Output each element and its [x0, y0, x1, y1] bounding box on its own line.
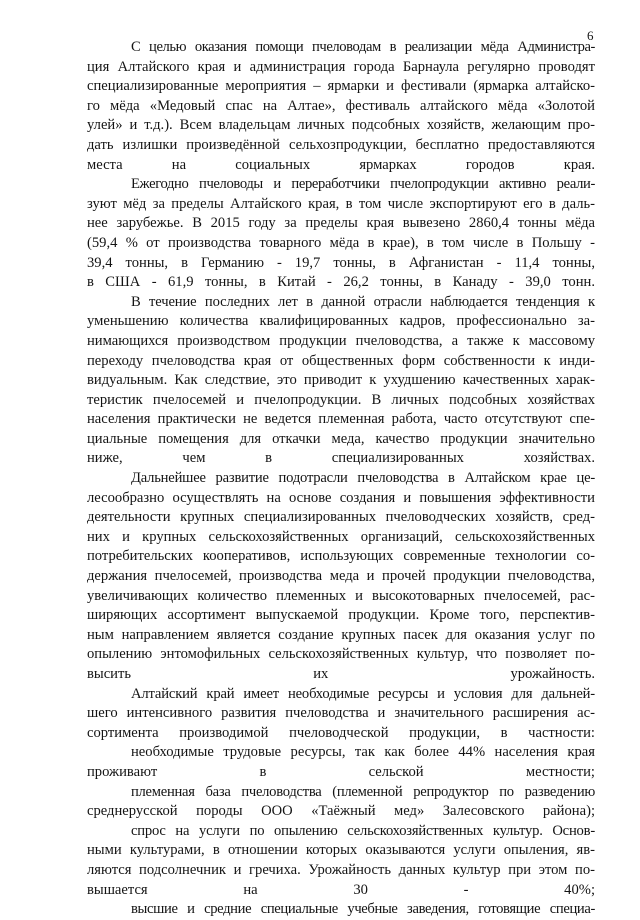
text-line: них и крупных сельскохозяйственных организаций, сельскохозяйственных — [87, 528, 595, 545]
text-line: видуальным. Как следствие, это приводит к ухудшению качественных харак- — [87, 372, 595, 389]
paragraph — [87, 685, 595, 744]
paragraph — [87, 900, 595, 920]
text-line: сортимента производимой пчеловодческой продукции, в частности: — [87, 724, 595, 741]
text-line: 39,4 тонны, в Германию - 19,7 тонны, в Афганистан - 11,4 тонны, — [87, 254, 595, 271]
text-line: Алтайский край имеет необходимые ресурсы и условия для дальней- — [131, 685, 595, 702]
text-line: теристик пчелосемей и пчелопродукции. В личных подсобных хозяйствах — [87, 391, 595, 408]
text-line: населения практически не ведется племенная работа, часто отсутствуют спе- — [87, 411, 595, 428]
text-line: лесообразно осуществлять на основе создания и повышения эффективности — [87, 489, 595, 506]
text-line: опылению энтомофильных сельскохозяйственных культур, что позволяет по- — [87, 646, 595, 663]
paragraph — [87, 293, 595, 469]
text-line: высшие и средние специальные учебные заведения, готовящие специа- — [131, 901, 595, 918]
paragraph — [87, 783, 595, 822]
text-line: Дальнейшее развитие подотрасли пчеловодства в Алтайском крае це- — [131, 470, 595, 487]
text-line: (59,4 % от производства товарного мёда в крае), в том числе в Польшу - — [87, 234, 595, 251]
paragraph — [87, 822, 595, 900]
text-line: улей» и т.д.). Всем владельцам личных подсобных хозяйств, желающим про- — [87, 117, 595, 134]
text-line: держания пчелосемей, производства меда и прочей продукции пчеловодства, — [87, 568, 595, 585]
text-line: ными культурами, в отношении которых оказываются услуги опыления, яв- — [87, 842, 595, 859]
text-line: потребительских кооперативов, использующих современные технологии со- — [87, 548, 595, 565]
text-line: дать излишки произведённой сельхозпродукции, бесплатно предоставляются — [87, 136, 595, 153]
paragraph — [87, 469, 595, 685]
text-line: ниже, чем в специализированных хозяйствах. — [87, 450, 595, 467]
text-line: ным направлением является создание крупных пасек для оказания услуг по — [87, 626, 595, 643]
paragraph — [87, 175, 595, 293]
text-line: увеличивающих количество племенных и высокотоварных пчелосемей, рас- — [87, 587, 595, 604]
text-line: нее зарубежье. В 2015 году за пределы края вывезено 2860,4 тонны мёда — [87, 215, 595, 232]
text-line: Ежегодно пчеловоды и переработчики пчелопродукции активно реали- — [131, 176, 595, 193]
paragraph — [87, 743, 595, 782]
text-line: нимающихся производством продукции пчеловодства, а также к массовому — [87, 332, 595, 349]
text-line: среднерусской породы ООО «Таёжный мед» Залесовского района); — [87, 803, 595, 820]
text-line: переходу пчеловодства края от общественных форм собственности к инди- — [87, 352, 595, 369]
text-line: племенная база пчеловодства (племенной репродуктор по разведению — [131, 783, 595, 800]
text-line: специализированные мероприятия – ярмарки и фестивали (ярмарка алтайско- — [87, 78, 595, 95]
text-line: в США - 61,9 тонны, в Китай - 26,2 тонны, в Канаду - 39,0 тонн. — [87, 274, 595, 291]
text-line: деятельности крупных специализированных пчеловодческих хозяйств, сред- — [87, 509, 595, 526]
page-number: 6 — [587, 28, 594, 43]
text-line: В течение последних лет в данной отрасли наблюдается тенденция к — [131, 293, 595, 310]
text-line: зуют мёд за пределы Алтайского края, в том числе экспортируют его в даль- — [87, 195, 595, 212]
text-line: уменьшению количества квалифицированных кадров, профессионально за- — [87, 313, 595, 330]
text-line: циальные помещения для откачки меда, качество продукции значительно — [87, 430, 595, 447]
text-line: ция Алтайского края и администрация города Барнаула регулярно проводят — [87, 58, 595, 75]
text-line: места на социальных ярмарках городов края. — [87, 156, 595, 173]
text-line: высить их урожайность. — [87, 666, 595, 682]
text-line: проживают в сельской местности; — [87, 763, 595, 780]
text-line: ширяющих ассортимент выпускаемой продукции. Кроме того, перспектив- — [87, 607, 595, 624]
text-line: С целью оказания помощи пчеловодам в реализации мёда Администра- — [131, 39, 595, 55]
text-line: необходимые трудовые ресурсы, так как более 44% населения края — [131, 744, 595, 761]
text-line: спрос на услуги по опылению сельскохозяйственных культур. Основ- — [131, 822, 595, 839]
document-body — [87, 38, 595, 920]
text-line: шего интенсивного развития пчеловодства и значительного расширения ас- — [87, 705, 595, 722]
text-line: го мёда «Медовый спас на Алтае», фестиваль алтайского мёда «Золотой — [87, 97, 595, 114]
paragraph — [87, 38, 595, 175]
text-line: вышается на 30 - 40%; — [87, 881, 595, 898]
text-line: ляются подсолнечник и гречиха. Урожайность данных культур при этом по- — [87, 861, 595, 878]
